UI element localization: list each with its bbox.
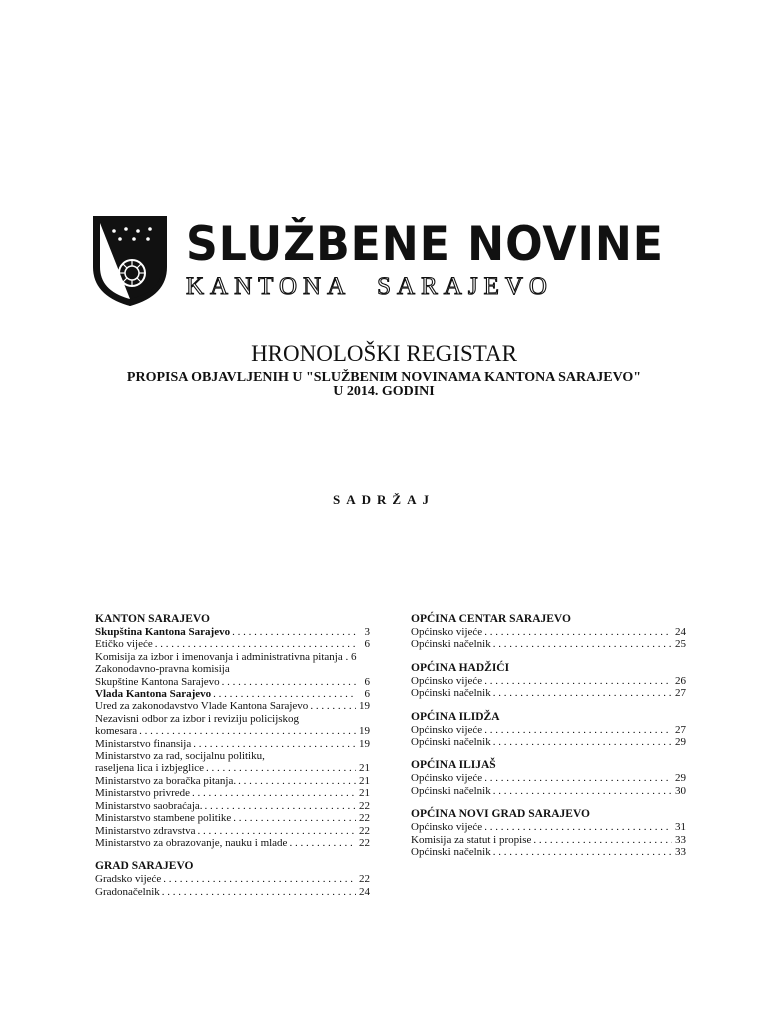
section-title: KANTON SARAJEVO: [95, 613, 210, 625]
toc-entry: [95, 700, 370, 712]
toc-entry: [411, 785, 686, 797]
toc-left-column: [95, 612, 370, 908]
toc-entry: [95, 873, 370, 885]
register-subtitle-line2: U 2014. GODINI: [333, 384, 435, 399]
toc-section-ilijas: [411, 758, 686, 797]
toc-entry: [411, 687, 686, 699]
entry-page: 22: [359, 812, 370, 825]
entry-label: Općinski načelnik: [411, 784, 491, 797]
masthead-subtitle-right: SARAJEVO: [377, 273, 553, 300]
toc-entry: [95, 688, 370, 700]
toc-section-grad: [95, 859, 370, 898]
entry-label: Općinsko vijeće: [411, 821, 483, 834]
toc-entry: [95, 812, 370, 824]
toc-entry: [411, 834, 686, 846]
entry-label: Ministarstvo stambene politike: [95, 812, 232, 825]
toc-entry: [95, 626, 370, 638]
entry-page: 27: [675, 723, 686, 736]
entry-label: Ured za zakonodavstvo Vlade Kantona Sarajevo: [95, 700, 309, 713]
entry-page: 22: [359, 873, 370, 886]
toc-section-kanton: [95, 612, 370, 849]
toc-section-ilidza: [411, 710, 686, 749]
toc-section-centar: [411, 612, 686, 651]
toc-section-hadzici: [411, 661, 686, 700]
toc-entry: [95, 762, 370, 774]
register-subtitle-line1: PROPISA OBJAVLJENIH U "SLUŽBENIM NOVINAMA KANTONA SARAJEVO": [126, 370, 642, 385]
section-title: OPĆINA ILIDŽA: [411, 710, 500, 723]
entry-label: komesara: [95, 725, 138, 738]
entry-page: 22: [359, 836, 370, 849]
entry-label: Općinski načelnik: [411, 736, 491, 749]
toc-right-column: [411, 612, 686, 868]
entry-label: Općinski načelnik: [411, 638, 491, 651]
entry-label: Skupštine Kantona Sarajevo: [95, 675, 220, 688]
entry-page: 22: [359, 824, 370, 837]
toc-entry-text: Ministarstvo za rad, socijalnu politiku,: [95, 750, 265, 763]
entry-page: 19: [359, 725, 370, 738]
coat-of-arms-icon: [92, 215, 168, 307]
toc-entry: [95, 738, 370, 750]
entry-label: Gradonačelnik: [95, 885, 160, 898]
toc-section-novigrad: [411, 807, 686, 858]
masthead-subtitle-left: KANTONA: [186, 273, 352, 300]
entry-page: 6: [364, 675, 370, 688]
entry-label: Vlada Kantona Sarajevo: [95, 688, 212, 701]
entry-page: 19: [359, 700, 370, 713]
entry-label: Ministarstvo finansija: [95, 737, 192, 750]
entry-label: Općinsko vijeće: [411, 626, 483, 638]
toc-entry: [95, 825, 370, 837]
toc-entry-text: Komisija za izbor i imenovanja i administrativna pitanja . 6: [95, 650, 357, 663]
toc-entry: [411, 675, 686, 687]
entry-page: 33: [675, 833, 686, 846]
entry-page: 29: [675, 736, 686, 749]
masthead-title: SLUŽBENE NOVINE: [186, 217, 664, 272]
toc-entry: [95, 725, 370, 737]
entry-page: 27: [675, 687, 686, 700]
entry-label: Općinsko vijeće: [411, 723, 483, 736]
entry-page: 29: [675, 772, 686, 785]
toc-entry: [95, 837, 370, 849]
entry-page: 19: [359, 737, 370, 750]
contents-heading: SADRŽAJ: [333, 492, 435, 507]
entry-page: 26: [675, 674, 686, 687]
entry-label: Ministarstvo za boračka pitanja.: [95, 774, 237, 787]
entry-label: Gradsko vijeće: [95, 873, 162, 886]
entry-page: 30: [675, 784, 686, 797]
entry-label: raseljena lica i izbjeglice: [95, 762, 205, 775]
masthead-subtitle: [186, 272, 686, 302]
entry-label: Ministarstvo saobraćaja.: [95, 799, 203, 812]
entry-page: 33: [675, 846, 686, 859]
toc-entry: [95, 676, 370, 688]
toc-entry: [95, 638, 370, 650]
entry-label: Općinsko vijeće: [411, 674, 483, 687]
toc-entry: [411, 821, 686, 833]
toc-entry: [95, 886, 370, 898]
toc-entry: [95, 800, 370, 812]
entry-page: 21: [359, 774, 370, 787]
toc-entry: [411, 736, 686, 748]
section-title: OPĆINA NOVI GRAD SARAJEVO: [411, 808, 590, 821]
entry-label: Ministarstvo zdravstva: [95, 824, 196, 837]
entry-page: 31: [675, 821, 686, 834]
section-title: GRAD SARAJEVO: [95, 860, 194, 873]
masthead: [92, 215, 688, 307]
toc-entry: [411, 638, 686, 650]
entry-page: 24: [359, 885, 370, 898]
toc-entry: [95, 775, 370, 787]
entry-page: 22: [359, 799, 370, 812]
toc-entry: [95, 787, 370, 799]
toc-entry-text: Nezavisni odbor za izbor i reviziju policijskog: [95, 712, 300, 725]
section-title: OPĆINA CENTAR SARAJEVO: [411, 613, 571, 625]
entry-page: 21: [359, 787, 370, 800]
section-title: OPĆINA ILIJAŠ: [411, 759, 496, 772]
entry-page: 6: [364, 688, 370, 701]
entry-label: Općinski načelnik: [411, 687, 491, 700]
entry-label: Ministarstvo privrede: [95, 787, 191, 800]
entry-page: 25: [675, 638, 686, 651]
toc-entry: [411, 626, 686, 638]
entry-label: Ministarstvo za obrazovanje, nauku i mlade: [95, 836, 288, 849]
toc-entry-text: Zakonodavno-pravna komisija: [95, 663, 230, 676]
entry-label: Općinski načelnik: [411, 846, 491, 859]
entry-label: Općinsko vijeće: [411, 772, 483, 785]
entry-label: Skupština Kantona Sarajevo: [95, 626, 231, 638]
entry-page: 3: [364, 626, 370, 638]
entry-page: 6: [364, 638, 370, 651]
toc-entry: [411, 772, 686, 784]
entry-label: Komisija za statut i propise: [411, 833, 532, 846]
entry-page: 21: [359, 762, 370, 775]
toc-entry: [411, 846, 686, 858]
register-title: HRONOLOŠKI REGISTAR: [251, 341, 517, 366]
toc-entry: [411, 724, 686, 736]
entry-page: 24: [675, 626, 686, 638]
section-title: OPĆINA HADŽIĆI: [411, 661, 510, 674]
entry-label: Etičko vijeće: [95, 638, 153, 651]
